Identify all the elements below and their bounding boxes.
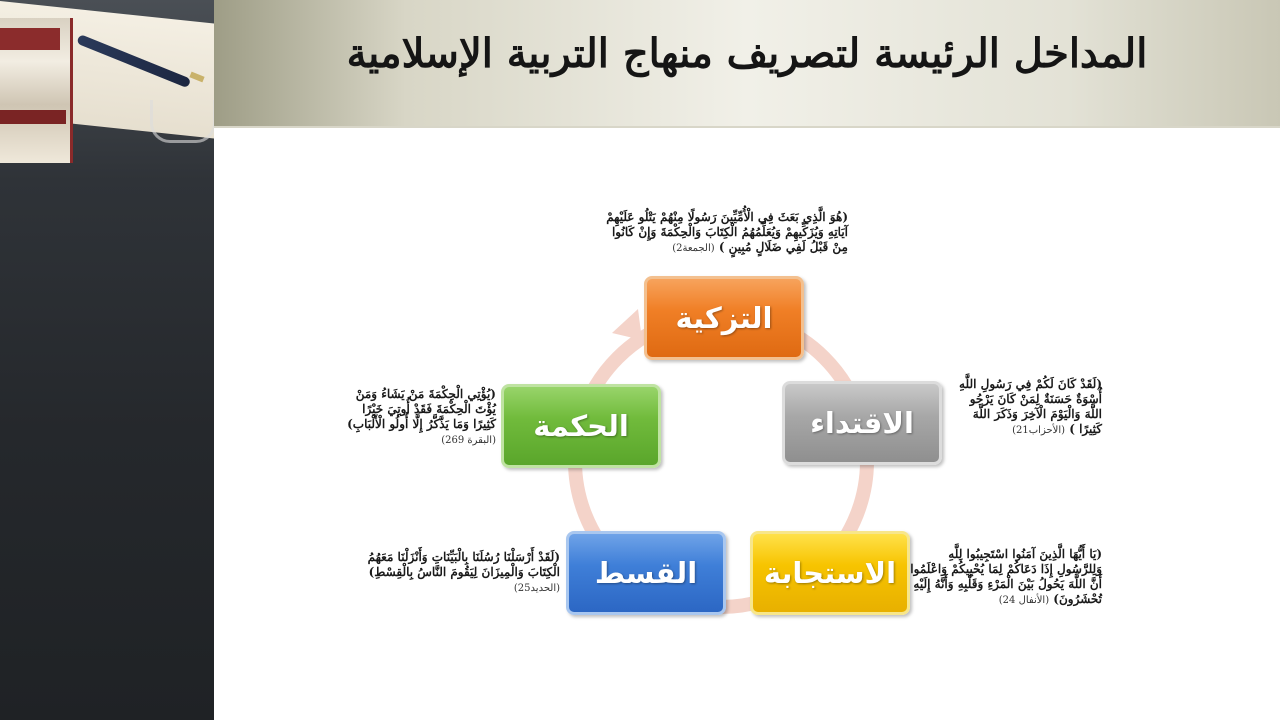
verse-hikma — [340, 387, 496, 448]
verse-text: (لَقَدْ أَرْسَلْنَا رُسُلَنَا بِالْبَيِّنَاتِ وَأَنْزَلْنَا مَعَهُمُ الْكِتَابَ وَالْمِيزَانَ لِيَقُومَ النَّاسُ بِالْقِسْطِ) — [367, 550, 560, 579]
verse-reference: (الأنفال 24) — [998, 595, 1050, 606]
verse-reference: (الأحزاب21) — [1012, 425, 1066, 436]
verse-reference: (الحديد25) — [513, 583, 560, 594]
verse-qist — [360, 550, 560, 596]
verse-text: (يُؤْتِي الْحِكْمَةَ مَنْ يَشَاءُ وَمَنْ يُؤْتَ الْحِكْمَةَ فَقَدْ أُوتِيَ خَيْرًا كَثِيرًا وَمَا يَذَّكَّرُ إِلَّا أُولُو الْأَلْبَابِ) — [347, 387, 496, 431]
verse-tazkiya — [596, 210, 848, 256]
verse-text: (يَا أَيُّهَا الَّذِينَ آمَنُوا اسْتَجِيبُوا لِلَّهِ وَلِلرَّسُولِ إِذَا دَعَاكُمْ لِمَا يُحْيِيكُمْ وَاعْلَمُوا أَنَّ اللَّهَ يَحُولُ بَيْنَ الْمَرْءِ وَقَلْبِهِ وَأَنَّهُ إِلَيْهِ تُحْشَرُونَ) — [910, 547, 1102, 606]
verse-text: (لَقَدْ كَانَ لَكُمْ فِي رَسُولِ اللَّهِ أُسْوَةٌ حَسَنَةٌ لِمَنْ كَانَ يَرْجُو اللَّهَ وَالْيَوْمَ الْآخِرَ وَذَكَرَ اللَّهَ كَثِيرًا ) — [959, 377, 1102, 436]
slide-title: المداخل الرئيسة لتصريف منهاج التربية الإسلامية — [346, 30, 1148, 77]
verse-text: (هُوَ الَّذِي بَعَثَ فِي الْأُمِّيِّينَ رَسُولًا مِنْهُمْ يَتْلُو عَلَيْهِمْ آيَاتِهِ وَيُزَكِّيهِمْ وَيُعَلِّمُهُمُ الْكِتَابَ وَالْحِكْمَةَ وَإِنْ كَانُوا مِنْ قَبْلُ لَفِي ضَلَالٍ مُبِينٍ ) — [606, 210, 848, 254]
verse-iqtida — [952, 377, 1102, 438]
verse-reference: (الجمعة2) — [672, 243, 715, 254]
node-tazkiya: التزكية — [644, 276, 804, 360]
node-istijaba: الاستجابة — [750, 531, 910, 615]
verse-reference: (البقرة 269) — [441, 435, 496, 446]
cycle-arrow-head — [612, 309, 642, 340]
node-hikma: الحكمة — [501, 384, 661, 468]
verse-istijaba — [906, 547, 1102, 608]
node-iqtida: الاقتداء — [782, 381, 942, 465]
node-qist: القسط — [566, 531, 726, 615]
